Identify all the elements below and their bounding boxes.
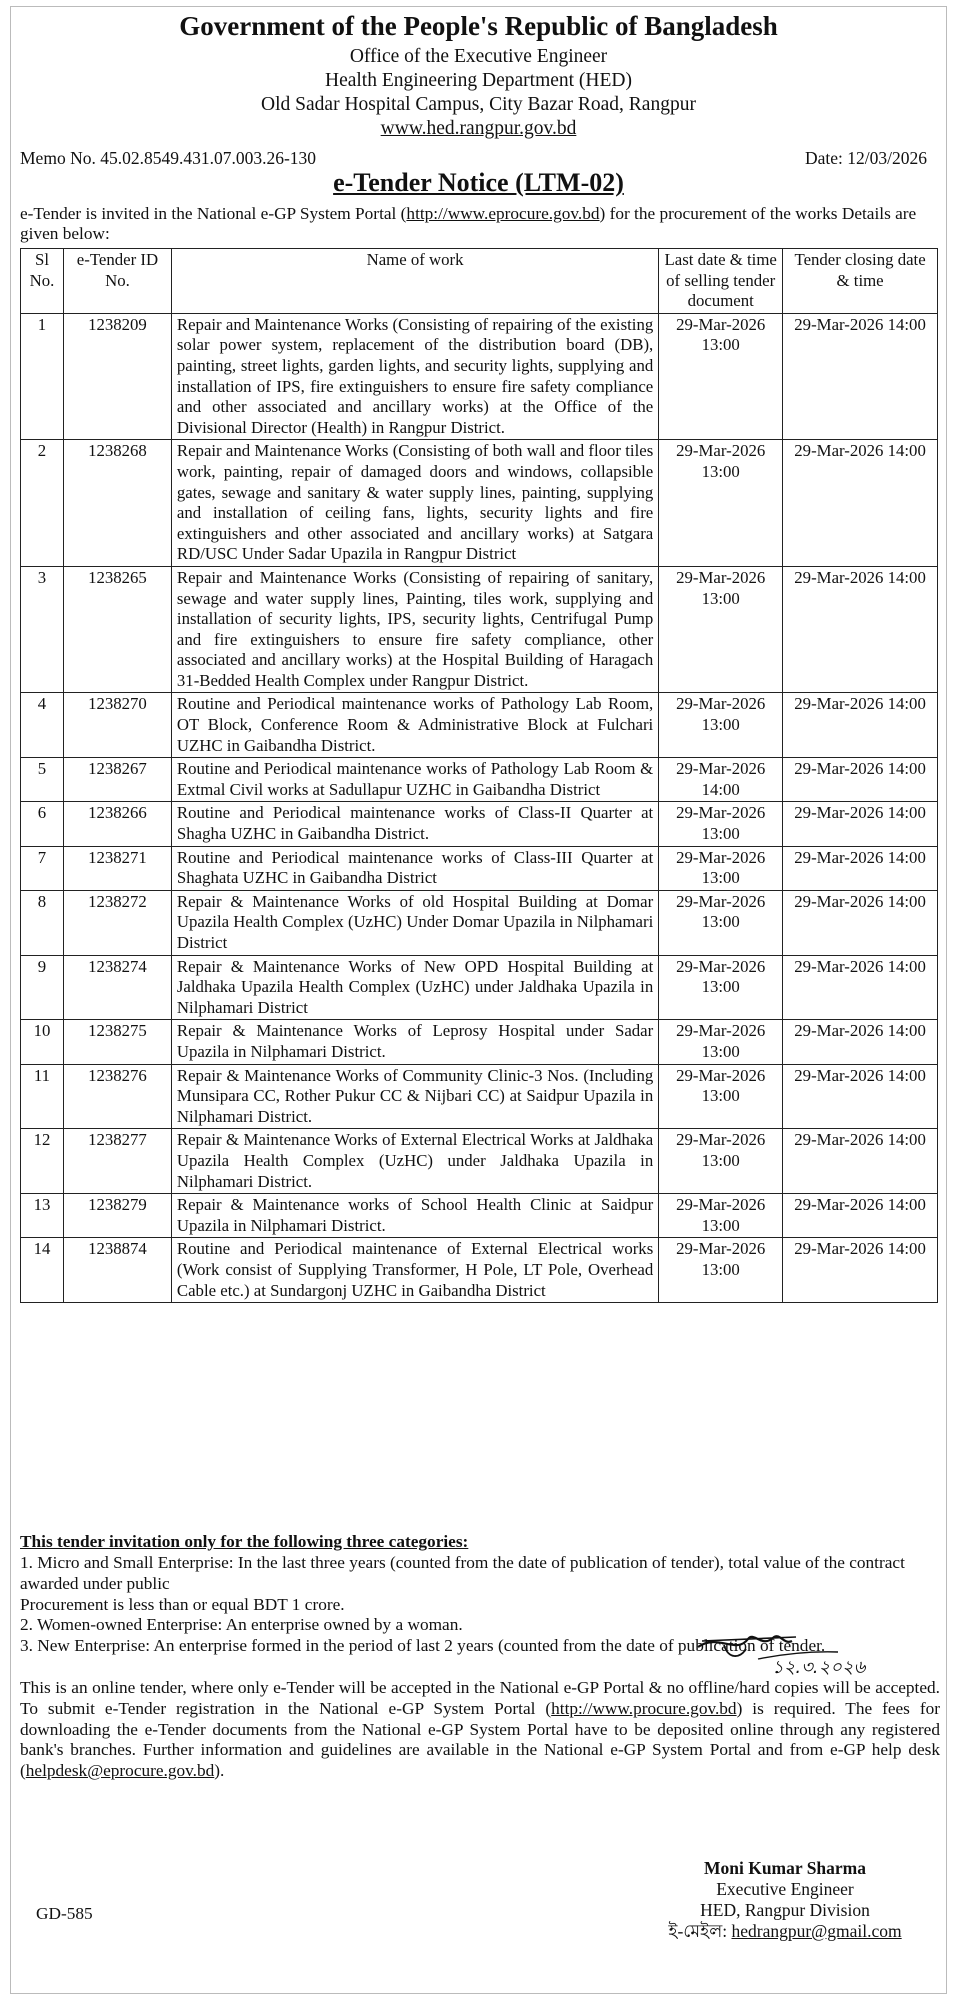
row-closing-date: 29-Mar-2026 14:00 xyxy=(783,846,938,890)
table-row xyxy=(21,955,938,1020)
table-header-row xyxy=(21,249,938,314)
row-work-name: Repair & Maintenance works of School Health Clinic at Saidpur Upazila in Nilphamari District. xyxy=(171,1194,658,1238)
categories-heading: This tender invitation only for the following three categories: xyxy=(20,1532,469,1551)
row-sl: 5 xyxy=(21,758,64,802)
row-work-name: Repair and Maintenance Works (Consisting of both wall and floor tiles work, painting, repair of damaged doors and windows, collapsible gates, sewage and sanitary & water supply lines, painting, supplying and installation of ceiling fans, lights, security lights and fire extinguishers and other associated and ancillary works) at Satgara RD/USC Under Sadar Upazila in Rangpur District xyxy=(171,440,658,567)
row-last-date: 29-Mar-2026 13:00 xyxy=(659,1194,783,1238)
signatory-name: Moni Kumar Sharma xyxy=(703,1858,867,1878)
website-link[interactable]: www.hed.rangpur.gov.bd xyxy=(380,118,577,139)
row-work-name: Repair and Maintenance Works (Consisting of repairing of sanitary, sewage and water supply lines, Painting, tiles work, supplying and installation of security lights, IPS, security lights, Centrifugal Pump and fire extinguishers to ensure fire safety compliance, other associated and ancillary works) at the Hospital Building of Haragach 31-Bedded Health Complex under Rangpur District. xyxy=(171,566,658,693)
table-row xyxy=(21,440,938,567)
row-tender-id: 1238274 xyxy=(63,955,171,1020)
header-tender-id: e-Tender ID No. xyxy=(63,249,171,314)
row-work-name: Routine and Periodical maintenance works of Class-II Quarter at Shagha UZHC in Gaibandha District. xyxy=(171,802,658,846)
intro-paragraph xyxy=(20,204,940,244)
row-sl: 7 xyxy=(21,846,64,890)
row-last-date: 29-Mar-2026 13:00 xyxy=(659,1129,783,1194)
row-last-date: 29-Mar-2026 13:00 xyxy=(659,1020,783,1064)
row-tender-id: 1238268 xyxy=(63,440,171,567)
signatory-designation: Executive Engineer xyxy=(716,1879,854,1899)
row-work-name: Repair & Maintenance Works of New OPD Hospital Building at Jaldhaka Upazila Health Complex (UzHC) under Jaldhaka Upazila in Nilphamari District xyxy=(171,955,658,1020)
category-item: 2. Women-owned Enterprise: An enterprise owned by a woman. xyxy=(20,1615,463,1635)
row-work-name: Repair & Maintenance Works of Community Clinic-3 Nos. (Including Munsipara CC, Rother Pukur CC & Nijbari CC) at Saidpur Upazila in Nilphamari District. xyxy=(171,1064,658,1129)
table-row xyxy=(21,1020,938,1064)
row-work-name: Routine and Periodical maintenance works of Pathology Lab Room & Extmal Civil works at Sadullapur UZHC in Gaibandha District xyxy=(171,758,658,802)
office-line: Office of the Executive Engineer xyxy=(349,46,608,67)
row-closing-date: 29-Mar-2026 14:00 xyxy=(783,440,938,567)
table-row xyxy=(21,313,938,440)
row-last-date: 29-Mar-2026 13:00 xyxy=(659,313,783,440)
row-work-name: Routine and Periodical maintenance works of Pathology Lab Room, OT Block, Conference Room & Administrative Block at Fulchari UZHC in Gaibandha District. xyxy=(171,693,658,758)
header-sl: Sl No. xyxy=(21,249,64,314)
row-closing-date: 29-Mar-2026 14:00 xyxy=(783,890,938,955)
row-sl: 13 xyxy=(21,1194,64,1238)
row-sl: 2 xyxy=(21,440,64,567)
row-last-date: 29-Mar-2026 13:00 xyxy=(659,693,783,758)
row-closing-date: 29-Mar-2026 14:00 xyxy=(783,313,938,440)
row-tender-id: 1238272 xyxy=(63,890,171,955)
table-row xyxy=(21,890,938,955)
email-label: ই-মেইল: xyxy=(668,1921,732,1941)
row-tender-id: 1238277 xyxy=(63,1129,171,1194)
row-tender-id: 1238279 xyxy=(63,1194,171,1238)
row-tender-id: 1238266 xyxy=(63,802,171,846)
row-tender-id: 1238267 xyxy=(63,758,171,802)
row-last-date: 29-Mar-2026 13:00 xyxy=(659,955,783,1020)
row-work-name: Repair & Maintenance Works of old Hospital Building at Domar Upazila Health Complex (UzHC) Under Domar Upazila in Nilphamari District xyxy=(171,890,658,955)
notice-date: Date: 12/03/2026 xyxy=(805,148,927,168)
handwritten-signature-icon xyxy=(688,1625,898,1687)
row-closing-date: 29-Mar-2026 14:00 xyxy=(783,758,938,802)
header-closing-date: Tender closing date & time xyxy=(783,249,938,314)
row-last-date: 29-Mar-2026 13:00 xyxy=(659,440,783,567)
row-last-date: 29-Mar-2026 13:00 xyxy=(659,890,783,955)
department-line: Health Engineering Department (HED) xyxy=(324,70,632,91)
government-title: Government of the People's Republic of Bangladesh xyxy=(179,11,778,41)
row-sl: 8 xyxy=(21,890,64,955)
eprocure-link[interactable]: http://www.eprocure.gov.bd xyxy=(406,204,600,223)
table-row xyxy=(21,1129,938,1194)
signatory-email-link[interactable]: hedrangpur@gmail.com xyxy=(731,1921,902,1941)
row-work-name: Routine and Periodical maintenance works of Class-III Quarter at Shaghata UZHC in Gaibandha District xyxy=(171,846,658,890)
row-sl: 3 xyxy=(21,566,64,693)
row-last-date: 29-Mar-2026 14:00 xyxy=(659,758,783,802)
row-closing-date: 29-Mar-2026 14:00 xyxy=(783,1129,938,1194)
row-tender-id: 1238265 xyxy=(63,566,171,693)
row-closing-date: 29-Mar-2026 14:00 xyxy=(783,1020,938,1064)
para-text-1: This is an online tender, where only e-Tender will be accepted in the National e-GP Portal & no offline/hard copies will be accepted. To submit e-Tender registration in the National e-GP System Portal ( xyxy=(20,1678,940,1718)
row-sl: 11 xyxy=(21,1064,64,1129)
row-closing-date: 29-Mar-2026 14:00 xyxy=(783,693,938,758)
table-row xyxy=(21,1194,938,1238)
row-work-name: Repair and Maintenance Works (Consisting of repairing of the existing solar power system, replacement of the distribution board (DB), painting, street lights, garden lights, and security lights, supplying and installation of IPS, fire extinguishers to ensure fire safety compliance and other associated and ancillary works) at the Office of the Divisional Director (Health) in Rangpur District. xyxy=(171,313,658,440)
row-sl: 9 xyxy=(21,955,64,1020)
row-tender-id: 1238874 xyxy=(63,1238,171,1303)
row-last-date: 29-Mar-2026 13:00 xyxy=(659,802,783,846)
intro-text-before: e-Tender is invited in the National e-GP System Portal ( xyxy=(20,204,407,223)
row-tender-id: 1238209 xyxy=(63,313,171,440)
para-text-3: ). xyxy=(214,1761,225,1781)
row-last-date: 29-Mar-2026 13:00 xyxy=(659,846,783,890)
row-closing-date: 29-Mar-2026 14:00 xyxy=(783,566,938,693)
row-sl: 14 xyxy=(21,1238,64,1303)
signatory-office: HED, Rangpur Division xyxy=(700,1900,870,1920)
category-item: 3. New Enterprise: An enterprise formed in the period of last 2 years (counted from the date of publication of tender. xyxy=(20,1636,826,1656)
table-row xyxy=(21,802,938,846)
row-work-name: Routine and Periodical maintenance of External Electrical works (Work consist of Supplying Transformer, H Pole, LT Pole, Overhead Cable etc.) at Sundargonj UZHC in Gaibandha District xyxy=(171,1238,658,1303)
row-closing-date: 29-Mar-2026 14:00 xyxy=(783,955,938,1020)
memo-number: Memo No. 45.02.8549.431.07.003.26-130 xyxy=(20,148,317,168)
table-row xyxy=(21,1064,938,1129)
row-sl: 6 xyxy=(21,802,64,846)
row-closing-date: 29-Mar-2026 14:00 xyxy=(783,1194,938,1238)
row-tender-id: 1238276 xyxy=(63,1064,171,1129)
row-sl: 10 xyxy=(21,1020,64,1064)
para-text-2: ) is required. The fees for downloading the e-Tender documents from the National e-GP System Portal have to be deposited online through any registered bank's branches. Further information and guidelines are available in the National e-GP System Portal and from e-GP help desk ( xyxy=(20,1698,940,1781)
row-sl: 12 xyxy=(21,1129,64,1194)
header-name-of-work: Name of work xyxy=(171,249,658,314)
row-closing-date: 29-Mar-2026 14:00 xyxy=(783,1238,938,1303)
row-work-name: Repair & Maintenance Works of Leprosy Hospital under Sadar Upazila in Nilphamari District. xyxy=(171,1020,658,1064)
row-tender-id: 1238270 xyxy=(63,693,171,758)
online-tender-paragraph xyxy=(20,1678,940,1782)
row-last-date: 29-Mar-2026 13:00 xyxy=(659,566,783,693)
notice-title: e-Tender Notice (LTM-02) xyxy=(333,168,624,197)
row-closing-date: 29-Mar-2026 14:00 xyxy=(783,1064,938,1129)
signatory-email xyxy=(640,1921,930,1942)
row-closing-date: 29-Mar-2026 14:00 xyxy=(783,802,938,846)
table-row xyxy=(21,1238,938,1303)
header-last-date: Last date & time of selling tender document xyxy=(659,249,783,314)
row-sl: 4 xyxy=(21,693,64,758)
table-row xyxy=(21,758,938,802)
tender-table xyxy=(20,248,938,1303)
category-item: 1. Micro and Small Enterprise: In the last three years (counted from the date of publication of tender), total value of the contract awarded under public xyxy=(20,1553,905,1593)
intro-text-after: ) for the procurement of the works Details are given below: xyxy=(20,204,917,243)
row-last-date: 29-Mar-2026 13:00 xyxy=(659,1064,783,1129)
row-tender-id: 1238271 xyxy=(63,846,171,890)
table-row xyxy=(21,693,938,758)
row-tender-id: 1238275 xyxy=(63,1020,171,1064)
row-work-name: Repair & Maintenance Works of External Electrical Works at Jaldhaka Upazila Health Complex (UzHC) under Jaldhaka Upazila in Nilphamari District. xyxy=(171,1129,658,1194)
table-row xyxy=(21,846,938,890)
row-sl: 1 xyxy=(21,313,64,440)
helpdesk-email-link[interactable]: helpdesk@eprocure.gov.bd xyxy=(25,1761,215,1781)
gd-number: GD-585 xyxy=(36,1904,93,1923)
row-last-date: 29-Mar-2026 13:00 xyxy=(659,1238,783,1303)
address-line: Old Sadar Hospital Campus, City Bazar Road, Rangpur xyxy=(261,94,696,115)
signature-date: ১২.৩.২০২৬ xyxy=(772,1657,866,1678)
category-item: Procurement is less than or equal BDT 1 crore. xyxy=(20,1594,345,1614)
table-row xyxy=(21,566,938,693)
procure-link[interactable]: http://www.procure.gov.bd xyxy=(551,1698,737,1718)
